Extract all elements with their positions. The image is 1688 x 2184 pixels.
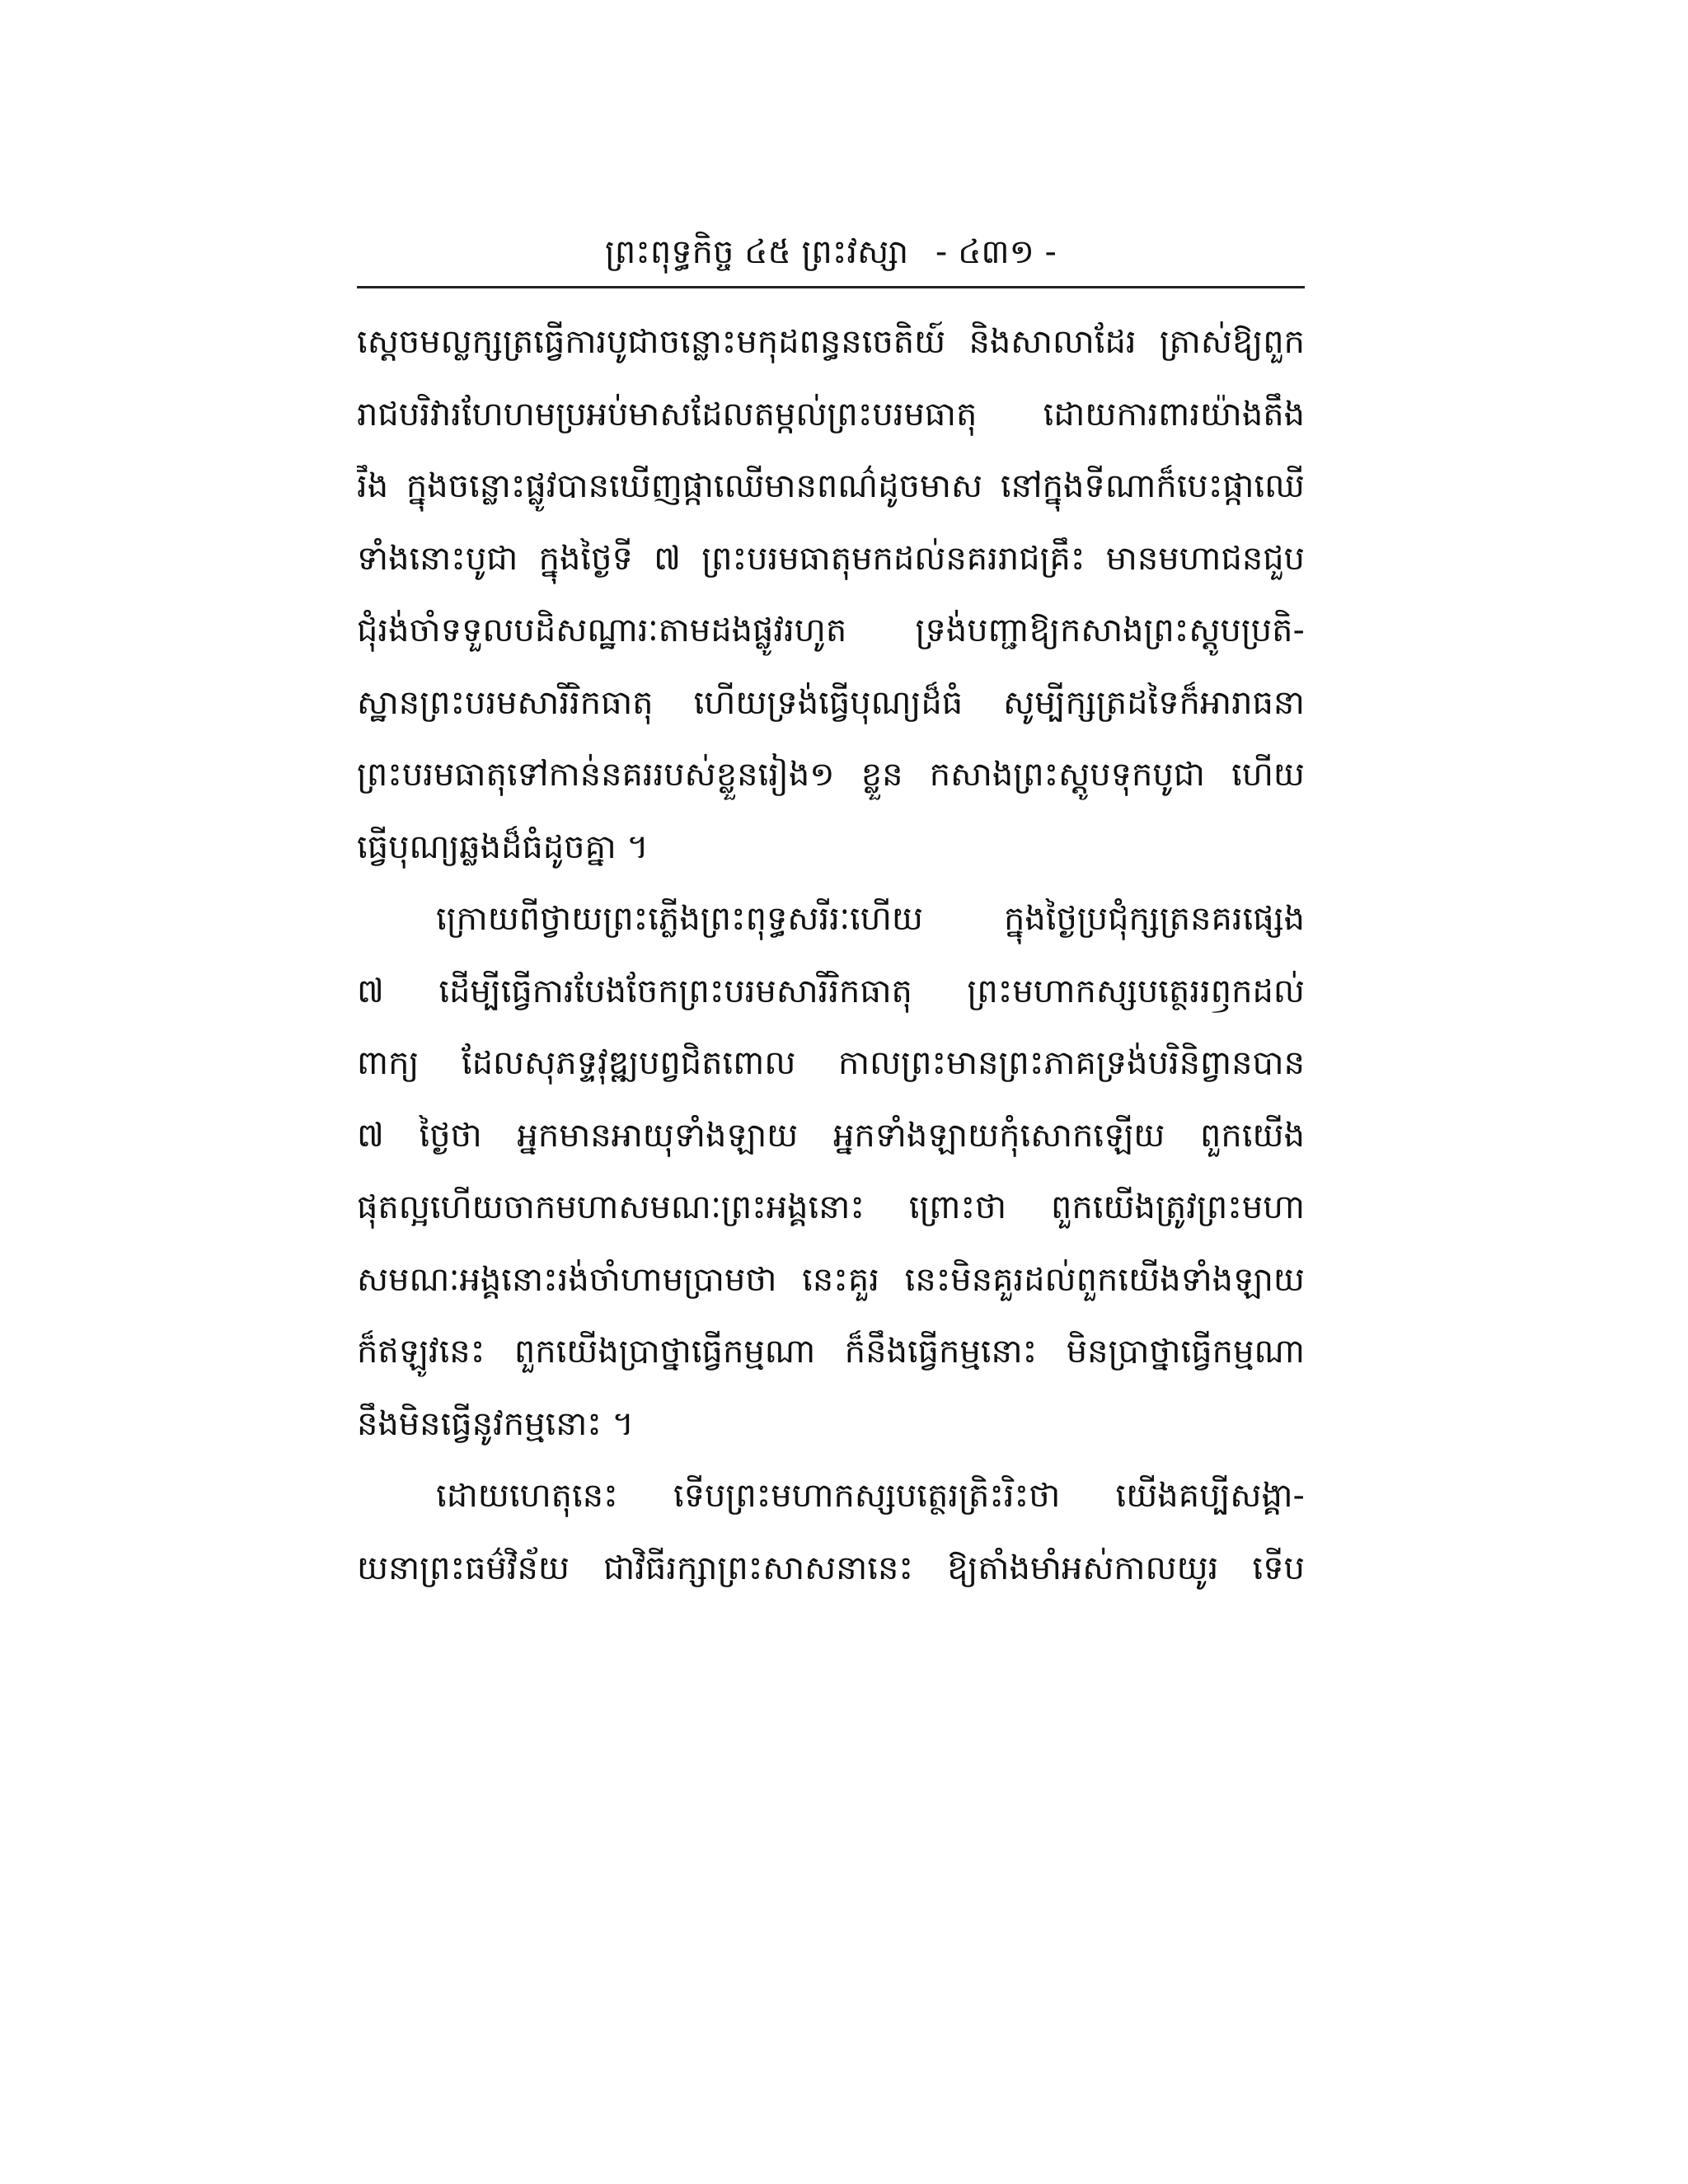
text-line: យនាព្រះធម៌វិន័យ ជាវិធីរក្សាព្រះសាសនានេះ ឱ្យតាំងមាំអស់កាលយូរ ទើប <box>357 1549 1305 1587</box>
text-line: ជុំរង់ចាំទទួលបដិសណ្ឋារៈតាមដងផ្លូវរហូត ទ្រង់បញ្ជាឱ្យកសាងព្រះស្តូបប្រតិ- <box>357 612 1305 649</box>
text-line: រឹង ក្នុងចន្លោះផ្លូវបានឃើញផ្កាឈើមានពណ៌ដូចមាស នៅក្នុងទីណាក៏បេះផ្កាឈើ <box>357 467 1305 505</box>
text-line: ទាំងនោះបូជា ក្នុងថ្ងៃទី ៧ ព្រះបរមធាតុមកដល់នគររាជគ្រឹះ មានមហាជនជួប <box>357 539 1305 578</box>
body-text <box>357 307 1305 1605</box>
text-line: នឹងមិនធ្វើនូវកម្មនោះ ។ <box>357 1404 634 1443</box>
text-line: សមណៈអង្គនោះរង់ចាំហាមប្រាមថា នេះគួរ នេះមិនគួរដល់ពួកយើងទាំងឡាយ <box>357 1260 1305 1299</box>
text-line: ក៏ឥឡូវនេះ ពួកយើងប្រាថ្នាធ្វើកម្មណា ក៏នឹងធ្វើកម្មនោះ មិនប្រាថ្នាធ្វើកម្មណា <box>357 1333 1305 1371</box>
text-line: ៧ ថ្ងៃថា អ្នកមានអាយុទាំងឡាយ អ្នកទាំងឡាយកុំសោកឡើយ ពួកយើង <box>357 1116 1305 1155</box>
text-line: ធ្វើបុណ្យឆ្លងដ៏ធំដូចគ្នា ។ <box>357 827 649 866</box>
header-rule <box>357 286 1305 288</box>
text-line: ស្តេចមល្លក្សត្រធ្វើការបូជាចន្លោះមកុដពន្ធនចេតិយ៍ និងសាលាដែរ ត្រាស់ឱ្យពួក <box>357 323 1305 361</box>
header-title: ព្រះពុទ្ធកិច្ច ៤៥ ព្រះវស្សា <box>605 233 909 271</box>
text-line: ស្ឋានព្រះបរមសារីរិកធាតុ ហើយទ្រង់ធ្វើបុណ្យដ៏ធំ សូម្បីក្សត្រដទៃក៏អារាធនា <box>357 683 1305 722</box>
text-line: ព្រះបរមធាតុទៅកាន់នគររបស់ខ្លួនរៀង១ ខ្លួន កសាងព្រះស្តូបទុកបូជា ហើយ <box>357 756 1305 794</box>
text-line: ពាក្យ ដែលសុភទ្ទវុឌ្ឍបព្វជិតពោល កាលព្រះមានព្រះភាគទ្រង់បរិនិព្វានបាន <box>357 1044 1305 1082</box>
text-line: រាជបរិវារហែហមប្រអប់មាសដែលតម្កល់ព្រះបរមធាតុ ដោយការពារយ៉ាងតឹង <box>357 395 1305 434</box>
running-header <box>357 223 1305 282</box>
page-number: - ៤៣១ - <box>935 233 1057 271</box>
text-line: ៧ ដើម្បីធ្វើការបែងចែកព្រះបរមសារីរិកធាតុ ព្រះមហាកស្សបត្ថេររឭកដល់ <box>357 972 1305 1010</box>
paragraph-first-line: ដោយហេតុនេះ ទើបព្រះមហាកស្សបត្ថេរត្រិះរិះថា យើងគប្បីសង្គា- <box>436 1477 1305 1515</box>
paragraph-first-line: ក្រោយពីថ្វាយព្រះភ្លើងព្រះពុទ្ធសរីរៈហើយ ក្នុងថ្ងៃប្រជុំក្សត្រនគរផ្សេង <box>436 900 1305 938</box>
text-line: ផុតល្អហើយចាកមហាសមណៈព្រះអង្គនោះ ព្រោះថា ពួកយើងត្រូវព្រះមហា <box>357 1188 1305 1226</box>
